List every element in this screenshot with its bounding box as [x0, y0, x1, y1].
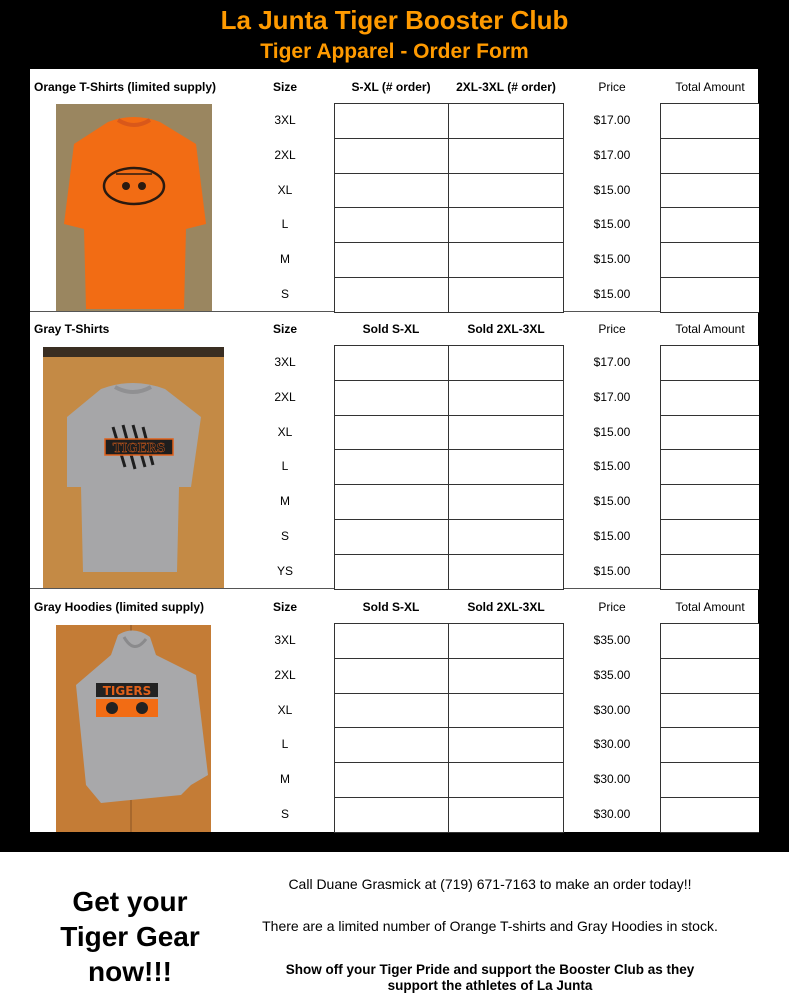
- qty-2xl-3xl-input[interactable]: [448, 484, 564, 520]
- price-label: $15.00: [593, 494, 631, 509]
- total-amount-input[interactable]: [660, 103, 759, 139]
- size-label: M: [280, 252, 290, 267]
- total-amount-input[interactable]: [660, 519, 759, 555]
- size-label: 3XL: [274, 113, 296, 127]
- size-label: XL: [277, 182, 293, 197]
- page-title: La Junta Tiger Booster Club: [220, 5, 569, 35]
- qty-2xl-3xl-input[interactable]: [448, 345, 564, 381]
- svg-text:TIGERS: TIGERS: [102, 684, 152, 698]
- qty-2xl-3xl-input[interactable]: [448, 449, 564, 485]
- size-label: L: [281, 217, 289, 232]
- total-amount-input[interactable]: [660, 207, 759, 243]
- qty-s-xl-input[interactable]: [334, 345, 449, 381]
- table-row: [30, 242, 758, 277]
- total-amount-input[interactable]: [660, 623, 759, 659]
- qty-s-xl-input[interactable]: [334, 623, 449, 659]
- stock-info: There are a limited number of Orange T-shirts and Gray Hoodies in stock.: [262, 918, 718, 934]
- total-amount-input[interactable]: [660, 727, 759, 763]
- table-row: [30, 658, 758, 693]
- total-amount-input[interactable]: [660, 658, 759, 694]
- qty-2xl-3xl-input[interactable]: [448, 693, 564, 729]
- qty-2xl-3xl-input[interactable]: [448, 797, 564, 833]
- size-label: S: [280, 287, 290, 301]
- total-amount-input[interactable]: [660, 484, 759, 520]
- total-amount-input[interactable]: [660, 797, 759, 833]
- table-row: [30, 797, 758, 832]
- price-label: $35.00: [593, 667, 631, 682]
- total-amount-input[interactable]: [660, 449, 759, 485]
- qty-s-xl-input[interactable]: [334, 693, 449, 729]
- price-label: $17.00: [593, 113, 631, 127]
- qty-2xl-3xl-input[interactable]: [448, 207, 564, 243]
- qty-2xl-3xl-input[interactable]: [448, 415, 564, 451]
- table-row: [30, 415, 758, 450]
- col2-header: Sold 2XL-3XL: [467, 322, 545, 336]
- section-title: Gray Hoodies (limited supply): [34, 600, 205, 614]
- size-label: M: [280, 772, 290, 787]
- section-title: Orange T-Shirts (limited supply): [34, 80, 217, 94]
- size-label: 2XL: [274, 389, 296, 404]
- qty-s-xl-input[interactable]: [334, 173, 449, 209]
- price-label: $15.00: [593, 217, 631, 232]
- size-label: XL: [277, 424, 293, 439]
- total-header: Total Amount: [675, 322, 745, 336]
- qty-s-xl-input[interactable]: [334, 380, 449, 416]
- order-table: [30, 69, 758, 832]
- size-label: S: [280, 529, 290, 543]
- qty-2xl-3xl-input[interactable]: [448, 277, 564, 313]
- table-row: [30, 449, 758, 484]
- price-label: $17.00: [593, 389, 631, 404]
- price-label: $15.00: [593, 287, 631, 301]
- qty-2xl-3xl-input[interactable]: [448, 242, 564, 278]
- qty-s-xl-input[interactable]: [334, 415, 449, 451]
- qty-2xl-3xl-input[interactable]: [448, 554, 564, 590]
- col2-header: Sold 2XL-3XL: [467, 600, 545, 614]
- qty-s-xl-input[interactable]: [334, 554, 449, 590]
- cta-line: Tiger Gear: [60, 921, 200, 952]
- col1-header: S-XL (# order): [351, 80, 431, 94]
- size-header: Size: [272, 322, 298, 336]
- total-amount-input[interactable]: [660, 380, 759, 416]
- cta-line: Get your: [72, 886, 188, 917]
- size-label: M: [280, 494, 290, 509]
- price-label: $30.00: [593, 702, 631, 717]
- call-info: Call Duane Grasmick at (719) 671-7163 to make an order today!!: [288, 876, 692, 892]
- table-row: [30, 138, 758, 173]
- table-row: [30, 519, 758, 554]
- qty-s-xl-input[interactable]: [334, 207, 449, 243]
- price-label: $15.00: [593, 563, 631, 578]
- table-row: [30, 380, 758, 415]
- qty-2xl-3xl-input[interactable]: [448, 173, 564, 209]
- total-amount-input[interactable]: [660, 173, 759, 209]
- price-label: $30.00: [593, 772, 631, 787]
- size-label: YS: [276, 563, 294, 578]
- qty-2xl-3xl-input[interactable]: [448, 380, 564, 416]
- total-amount-input[interactable]: [660, 554, 759, 590]
- cta-text: [30, 884, 230, 989]
- table-row: [30, 277, 758, 312]
- size-label: 3XL: [274, 633, 296, 647]
- price-header: Price: [598, 80, 626, 94]
- qty-s-xl-input[interactable]: [334, 103, 449, 139]
- price-label: $17.00: [593, 355, 631, 369]
- qty-s-xl-input[interactable]: [334, 519, 449, 555]
- total-amount-input[interactable]: [660, 762, 759, 798]
- col1-header: Sold S-XL: [362, 322, 420, 336]
- section-title: Gray T-Shirts: [34, 322, 110, 336]
- table-row: [30, 345, 758, 380]
- total-amount-input[interactable]: [660, 693, 759, 729]
- price-label: $15.00: [593, 459, 631, 474]
- table-row: [30, 103, 758, 138]
- size-label: 2XL: [274, 667, 296, 682]
- price-label: $15.00: [593, 182, 631, 197]
- table-row: [30, 693, 758, 728]
- total-amount-input[interactable]: [660, 242, 759, 278]
- table-row: [30, 173, 758, 208]
- size-label: S: [280, 807, 290, 821]
- size-label: L: [281, 459, 289, 474]
- qty-s-xl-input[interactable]: [334, 484, 449, 520]
- qty-s-xl-input[interactable]: [334, 449, 449, 485]
- total-header: Total Amount: [675, 80, 745, 94]
- qty-2xl-3xl-input[interactable]: [448, 658, 564, 694]
- qty-s-xl-input[interactable]: [334, 138, 449, 174]
- col2-header: 2XL-3XL (# order): [456, 80, 556, 94]
- cta-line: now!!!: [88, 956, 172, 987]
- price-label: $15.00: [593, 252, 631, 267]
- svg-text:TIGERS: TIGERS: [112, 441, 166, 455]
- price-label: $35.00: [593, 633, 631, 647]
- qty-s-xl-input[interactable]: [334, 762, 449, 798]
- qty-2xl-3xl-input[interactable]: [448, 103, 564, 139]
- price-label: $15.00: [593, 529, 631, 543]
- total-header: Total Amount: [675, 600, 745, 614]
- page-subtitle: Tiger Apparel - Order Form: [260, 40, 529, 63]
- qty-s-xl-input[interactable]: [334, 797, 449, 833]
- price-label: $15.00: [593, 424, 631, 439]
- qty-2xl-3xl-input[interactable]: [448, 519, 564, 555]
- size-header: Size: [272, 600, 298, 614]
- table-row: [30, 484, 758, 519]
- price-header: Price: [598, 322, 626, 336]
- size-label: XL: [277, 702, 293, 717]
- table-row: [30, 554, 758, 589]
- table-row: [30, 762, 758, 797]
- total-amount-input[interactable]: [660, 415, 759, 451]
- size-label: 3XL: [274, 355, 296, 369]
- size-label: L: [281, 737, 289, 752]
- support-line-2: support the athletes of La Junta: [387, 978, 593, 993]
- col1-header: Sold S-XL: [362, 600, 420, 614]
- price-header: Price: [598, 600, 626, 614]
- qty-2xl-3xl-input[interactable]: [448, 727, 564, 763]
- total-amount-input[interactable]: [660, 138, 759, 174]
- qty-s-xl-input[interactable]: [334, 242, 449, 278]
- table-row: [30, 207, 758, 242]
- price-label: $17.00: [593, 147, 631, 162]
- qty-2xl-3xl-input[interactable]: [448, 762, 564, 798]
- price-label: $30.00: [593, 737, 631, 752]
- qty-2xl-3xl-input[interactable]: [448, 138, 564, 174]
- qty-s-xl-input[interactable]: [334, 277, 449, 313]
- total-amount-input[interactable]: [660, 345, 759, 381]
- total-amount-input[interactable]: [660, 277, 759, 313]
- support-line-1: Show off your Tiger Pride and support the Booster Club as they: [285, 962, 695, 977]
- price-label: $30.00: [593, 807, 631, 821]
- table-row: [30, 727, 758, 762]
- size-header: Size: [272, 80, 298, 94]
- size-label: 2XL: [274, 147, 296, 162]
- table-row: [30, 623, 758, 658]
- qty-s-xl-input[interactable]: [334, 727, 449, 763]
- qty-2xl-3xl-input[interactable]: [448, 623, 564, 659]
- qty-s-xl-input[interactable]: [334, 658, 449, 694]
